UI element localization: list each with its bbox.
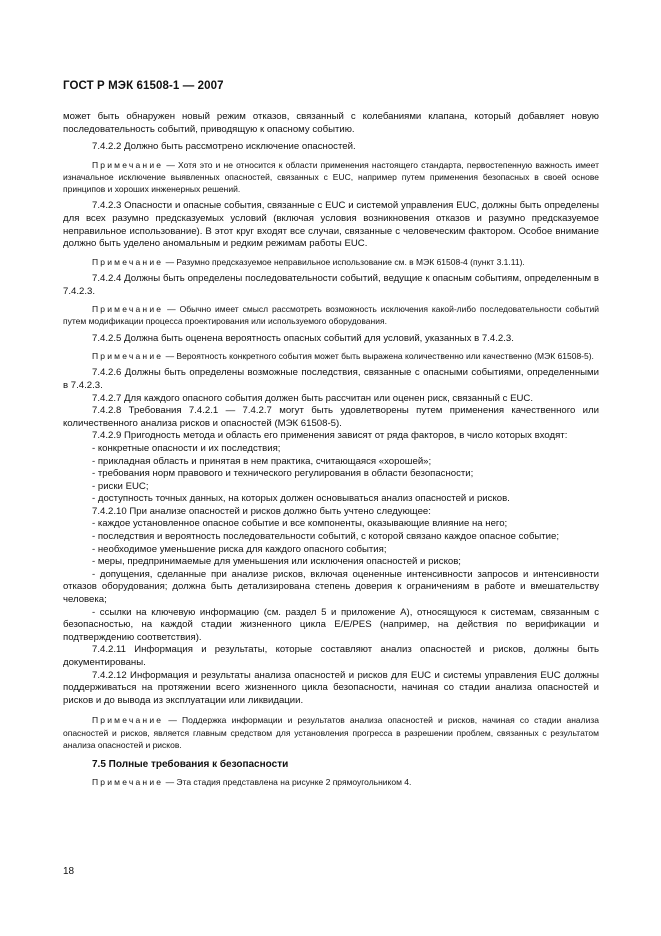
list-item: - последствия и вероятность последовательности событий, с которой связано каждое опасное событие; [92,531,560,543]
note-6 [63,776,599,788]
note-label: Примечание [92,351,164,362]
page-header-title: ГОСТ Р МЭК 61508-1 — 2007 [63,80,224,92]
clause-7-4-2-5: 7.4.2.5 Должна быть оценена вероятность опасных событий для условий, указанных в 7.4.2.3. [92,332,514,344]
note-2 [63,256,599,268]
note-label: Примечание [92,777,164,787]
note-text: — Разумно предсказуемое неправильное использование см. в МЭК 61508-4 (пункт 3.1.11). [163,256,525,267]
list-item: - ссылки на ключевую информацию (см. раздел 5 и приложение А), относящуюся к системам, связанным с безопасностью, на каждой стадии жизненного цикла Е/Е/PES (например, на действия по верификации и подтверждению соответствия). [63,606,599,643]
note-4 [63,350,599,362]
list-item: - меры, предпринимаемые для уменьшения или исключения опасностей и рисков; [92,556,461,568]
note-text: — Поддержка информации и результатов анализа опасностей и рисков, начиная со стадии анализа опасностей и рисков, является главным средством для установления прогресса в разрешении проблем, связанных с результатом анализа опасностей и рисков. [63,715,599,750]
note-1 [63,159,599,196]
list-item: - прикладная область и принятая в нем практика, считающаяся «хорошей»; [92,455,432,467]
clause-7-4-2-4: 7.4.2.4 Должны быть определены последовательности событий, ведущие к опасным событиям, определенным в 7.4.2.3. [63,272,599,297]
list-item: - необходимое уменьшение риска для каждого опасного события; [92,543,387,555]
note-text: — Обычно имеет смысл рассмотреть возможность исключения какой-либо последовательности событий путем модификации процесса проектирования или используемого оборудования. [63,304,599,327]
list-item: - каждое установленное опасное событие и все компоненты, оказывающие влияние на него; [92,518,508,530]
clause-7-4-2-10: 7.4.2.10 При анализе опасностей и рисков должно быть учтено следующее: [92,505,431,517]
clause-7-4-2-6: 7.4.2.6 Должны быть определены возможные последствия, связанные с опасными событиями, определенными в 7.4.2.3. [63,367,599,391]
note-label: Примечание [92,256,164,267]
clause-7-4-2-2: 7.4.2.2 Должно быть рассмотрено исключение опасностей. [92,141,356,153]
note-text: — Вероятность конкретного события может быть выражена количественно или качественно (МЭК 61508-5). [163,351,594,362]
note-text: — Эта стадия представлена на рисунке 2 прямоугольником 4. [163,777,412,787]
list-item: - допущения, сделанные при анализе рисков, включая оцененные интенсивности запросов и интенсивности отказов оборудования; должна быть детализирована степень доверия к ограничениям в работе и вмешательству человека; [63,568,599,606]
list-item: - требования норм правового и технического регулирования в области безопасности; [92,468,474,480]
clause-7-4-2-3: 7.4.2.3 Опасности и опасные события, связанные с EUC и системой управления EUC, должны быть определены для всех разумно предсказуемых условий (включая условия возникновения отказов и разумно предсказуемое неправильное использование). В этот круг входят все случаи, связанные с человеческим фактором. Особое внимание должно быть уделено аномальным и редким режимам работы EUC. [63,200,599,250]
note-text: — Хотя это и не относится к области применения настоящего стандарта, первостепенную важность имеет изначальное исключение выявленных опасностей, связанных с EUC, например путем применения безопасных в своей основе принципов и хороших инженерных решений. [63,159,599,195]
note-label: Примечание [92,304,164,315]
list-item: - риски EUC; [92,480,149,492]
clause-7-4-2-11: 7.4.2.11 Информация и результаты, которые составляют анализ опасностей и рисков, должны быть документированы. [63,644,599,669]
list-item: - доступность точных данных, на которых должен основываться анализ опасностей и рисков. [92,493,510,505]
clause-7-4-2-12: 7.4.2.12 Информация и результаты анализа опасностей и рисков для EUC и системы управления EUC должны поддерживаться на протяжении всего жизненного цикла безопасности, начиная со стадии анализа опасностей и рисков и до вывода из эксплуатации или ликвидации. [63,669,599,706]
page-number: 18 [63,866,75,877]
note-label: Примечание [92,715,164,726]
clause-7-4-2-9: 7.4.2.9 Пригодность метода и область его применения зависят от ряда факторов, в число которых входят: [92,430,568,442]
note-3 [63,303,599,327]
paragraph-continuation: может быть обнаружен новый режим отказов, связанный с колебаниями клапана, который добавляет новую последовательность событий, приводящую к опасному событию. [63,111,599,135]
note-5 [63,714,599,751]
section-heading-7-5: 7.5 Полные требования к безопасности [92,759,289,770]
list-item: - конкретные опасности и их последствия; [92,442,281,454]
clause-7-4-2-7: 7.4.2.7 Для каждого опасного события должен быть рассчитан или оценен риск, связанный с EUC. [92,392,534,404]
note-label: Примечание [92,159,164,170]
clause-7-4-2-8: 7.4.2.8 Требования 7.4.2.1 — 7.4.2.7 могут быть удовлетворены путем применения качественного или количественного анализа рисков и опасностей (МЭК 61508-5). [63,405,599,429]
page-content [63,111,599,788]
